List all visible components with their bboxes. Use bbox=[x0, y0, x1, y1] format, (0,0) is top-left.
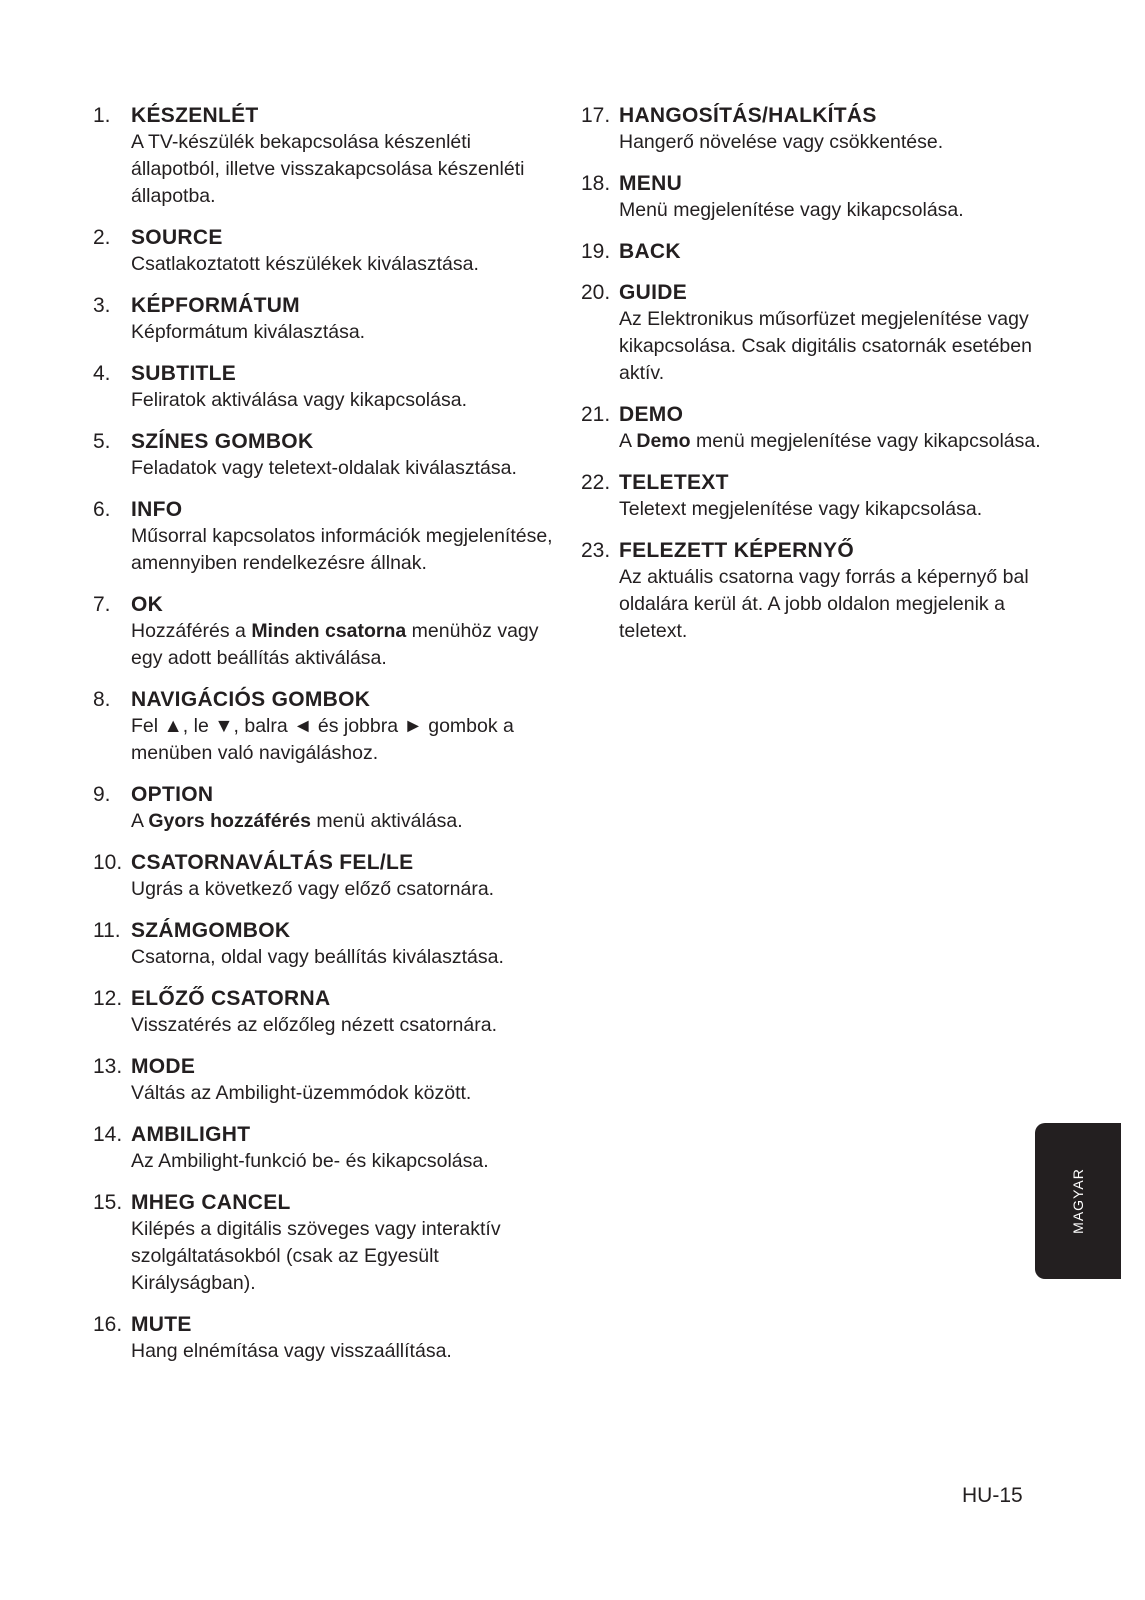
item-description bbox=[131, 523, 553, 577]
item-number: 17. bbox=[581, 104, 611, 127]
item-title: CSATORNAVÁLTÁS FEL/LE bbox=[131, 851, 414, 874]
description-text: Hangerő növelése vagy csökkentése. bbox=[619, 131, 944, 153]
item-description bbox=[131, 1216, 553, 1297]
item-title: SUBTITLE bbox=[131, 362, 237, 385]
item-description bbox=[619, 428, 1041, 455]
list-item bbox=[93, 781, 553, 835]
language-tab-label: MAGYAR bbox=[1070, 1168, 1086, 1234]
item-number: 14. bbox=[93, 1123, 123, 1146]
item-number: 5. bbox=[93, 430, 111, 453]
right-column bbox=[581, 102, 1041, 659]
list-item bbox=[581, 279, 1041, 387]
item-title: SOURCE bbox=[131, 226, 223, 249]
list-item bbox=[93, 224, 553, 278]
item-description bbox=[131, 618, 553, 672]
item-description bbox=[131, 713, 553, 767]
list-item bbox=[93, 849, 553, 903]
description-text: Az aktuális csatorna vagy forrás a képernyő bal oldalára kerül át. A jobb oldalon megjelenik a teletext. bbox=[619, 566, 1029, 642]
item-title: FELEZETT KÉPERNYŐ bbox=[619, 539, 854, 562]
description-text: Csatorna, oldal vagy beállítás kiválasztása. bbox=[131, 946, 504, 968]
list-item bbox=[93, 1121, 553, 1175]
item-title: OK bbox=[131, 593, 164, 616]
item-description bbox=[131, 876, 553, 903]
description-text: Feliratok aktiválása vagy kikapcsolása. bbox=[131, 389, 467, 411]
list-item bbox=[581, 401, 1041, 455]
item-number: 18. bbox=[581, 172, 611, 195]
description-text: Hozzáférés a bbox=[131, 620, 252, 642]
description-text: Menü megjelenítése vagy kikapcsolása. bbox=[619, 199, 964, 221]
item-number: 16. bbox=[93, 1313, 123, 1336]
description-text: menü aktiválása. bbox=[310, 810, 463, 832]
description-text: A TV-készülék bekapcsolása készenléti állapotból, illetve visszakapcsolása készenléti állapotba. bbox=[131, 131, 525, 207]
item-description bbox=[131, 455, 553, 482]
item-title: MUTE bbox=[131, 1313, 192, 1336]
description-bold-text: Demo bbox=[636, 430, 691, 452]
page-number: HU-15 bbox=[962, 1484, 1023, 1507]
list-item bbox=[581, 238, 1041, 265]
item-number: 6. bbox=[93, 498, 111, 521]
description-text: Az Elektronikus műsorfüzet megjelenítése vagy kikapcsolása. Csak digitális csatornák esetében aktív. bbox=[619, 308, 1032, 384]
item-number: 23. bbox=[581, 539, 611, 562]
description-text: Hang elnémítása vagy visszaállítása. bbox=[131, 1340, 452, 1362]
language-tab bbox=[1035, 1123, 1121, 1279]
description-text: menühöz vagy egy adott beállítás aktiválása. bbox=[131, 620, 539, 669]
description-bold-text: Minden csatorna bbox=[251, 620, 407, 642]
description-text: Csatlakoztatott készülékek kiválasztása. bbox=[131, 253, 479, 275]
list-item bbox=[93, 1311, 553, 1365]
item-title: AMBILIGHT bbox=[131, 1123, 251, 1146]
description-text: A bbox=[619, 430, 637, 452]
list-item bbox=[93, 102, 553, 210]
description-text: Teletext megjelenítése vagy kikapcsolása. bbox=[619, 498, 983, 520]
list-item bbox=[93, 360, 553, 414]
item-number: 22. bbox=[581, 471, 611, 494]
list-item bbox=[93, 1189, 553, 1297]
description-text: menü megjelenítése vagy kikapcsolása. bbox=[690, 430, 1041, 452]
item-description bbox=[131, 129, 553, 210]
item-description bbox=[619, 129, 1041, 156]
item-number: 21. bbox=[581, 403, 611, 426]
item-description bbox=[131, 1080, 553, 1107]
item-description bbox=[131, 1012, 553, 1039]
item-description bbox=[619, 496, 1041, 523]
item-number: 15. bbox=[93, 1191, 123, 1214]
list-item bbox=[93, 985, 553, 1039]
item-number: 10. bbox=[93, 851, 123, 874]
item-title: ELŐZŐ CSATORNA bbox=[131, 987, 331, 1010]
item-number: 2. bbox=[93, 226, 111, 249]
item-title: INFO bbox=[131, 498, 183, 521]
item-number: 19. bbox=[581, 240, 611, 263]
list-item bbox=[581, 170, 1041, 224]
description-text: Ugrás a következő vagy előző csatornára. bbox=[131, 878, 495, 900]
item-description bbox=[619, 197, 1041, 224]
description-bold-text: Gyors hozzáférés bbox=[148, 810, 311, 832]
item-number: 12. bbox=[93, 987, 123, 1010]
description-text: Műsorral kapcsolatos információk megjelenítése, amennyiben rendelkezésre állnak. bbox=[131, 525, 553, 574]
item-number: 4. bbox=[93, 362, 111, 385]
item-description bbox=[619, 306, 1041, 387]
item-title: DEMO bbox=[619, 403, 684, 426]
item-title: TELETEXT bbox=[619, 471, 729, 494]
item-title: NAVIGÁCIÓS GOMBOK bbox=[131, 688, 371, 711]
item-description bbox=[131, 1338, 553, 1365]
item-title: MENU bbox=[619, 172, 683, 195]
list-item bbox=[93, 428, 553, 482]
description-text: Visszatérés az előzőleg nézett csatornára. bbox=[131, 1014, 498, 1036]
item-description bbox=[131, 251, 553, 278]
item-number: 7. bbox=[93, 593, 111, 616]
item-number: 20. bbox=[581, 281, 611, 304]
list-item bbox=[93, 686, 553, 767]
item-title: GUIDE bbox=[619, 281, 688, 304]
list-item bbox=[93, 1053, 553, 1107]
item-description bbox=[619, 564, 1041, 645]
item-description bbox=[131, 944, 553, 971]
description-text: Fel ▲, le ▼, balra ◄ és jobbra ► gombok a menüben való navigáláshoz. bbox=[131, 715, 514, 764]
item-description bbox=[131, 387, 553, 414]
item-number: 11. bbox=[93, 919, 121, 942]
list-item bbox=[93, 292, 553, 346]
item-number: 3. bbox=[93, 294, 111, 317]
item-description bbox=[131, 319, 553, 346]
item-title: SZÍNES GOMBOK bbox=[131, 430, 314, 453]
description-text: Az Ambilight-funkció be- és kikapcsolása. bbox=[131, 1150, 489, 1172]
item-title: HANGOSÍTÁS/HALKÍTÁS bbox=[619, 104, 877, 127]
item-number: 1. bbox=[93, 104, 111, 127]
item-title: KÉSZENLÉT bbox=[131, 104, 259, 127]
item-title: SZÁMGOMBOK bbox=[131, 919, 291, 942]
list-item bbox=[581, 469, 1041, 523]
description-text: Képformátum kiválasztása. bbox=[131, 321, 366, 343]
description-text: Feladatok vagy teletext-oldalak kiválasztása. bbox=[131, 457, 517, 479]
item-title: OPTION bbox=[131, 783, 214, 806]
item-number: 8. bbox=[93, 688, 111, 711]
list-item bbox=[581, 537, 1041, 645]
left-column bbox=[93, 102, 553, 1379]
description-text: Kilépés a digitális szöveges vagy interaktív szolgáltatásokból (csak az Egyesült Királyságban). bbox=[131, 1218, 501, 1294]
item-description bbox=[131, 1148, 553, 1175]
list-item bbox=[93, 917, 553, 971]
item-title: MHEG CANCEL bbox=[131, 1191, 291, 1214]
item-number: 13. bbox=[93, 1055, 123, 1078]
description-text: A bbox=[131, 810, 149, 832]
item-title: BACK bbox=[619, 240, 681, 263]
list-item bbox=[93, 496, 553, 577]
item-description bbox=[131, 808, 553, 835]
item-number: 9. bbox=[93, 783, 111, 806]
list-item bbox=[93, 591, 553, 672]
description-text: Váltás az Ambilight-üzemmódok között. bbox=[131, 1082, 472, 1104]
item-title: KÉPFORMÁTUM bbox=[131, 294, 300, 317]
item-title: MODE bbox=[131, 1055, 196, 1078]
list-item bbox=[581, 102, 1041, 156]
